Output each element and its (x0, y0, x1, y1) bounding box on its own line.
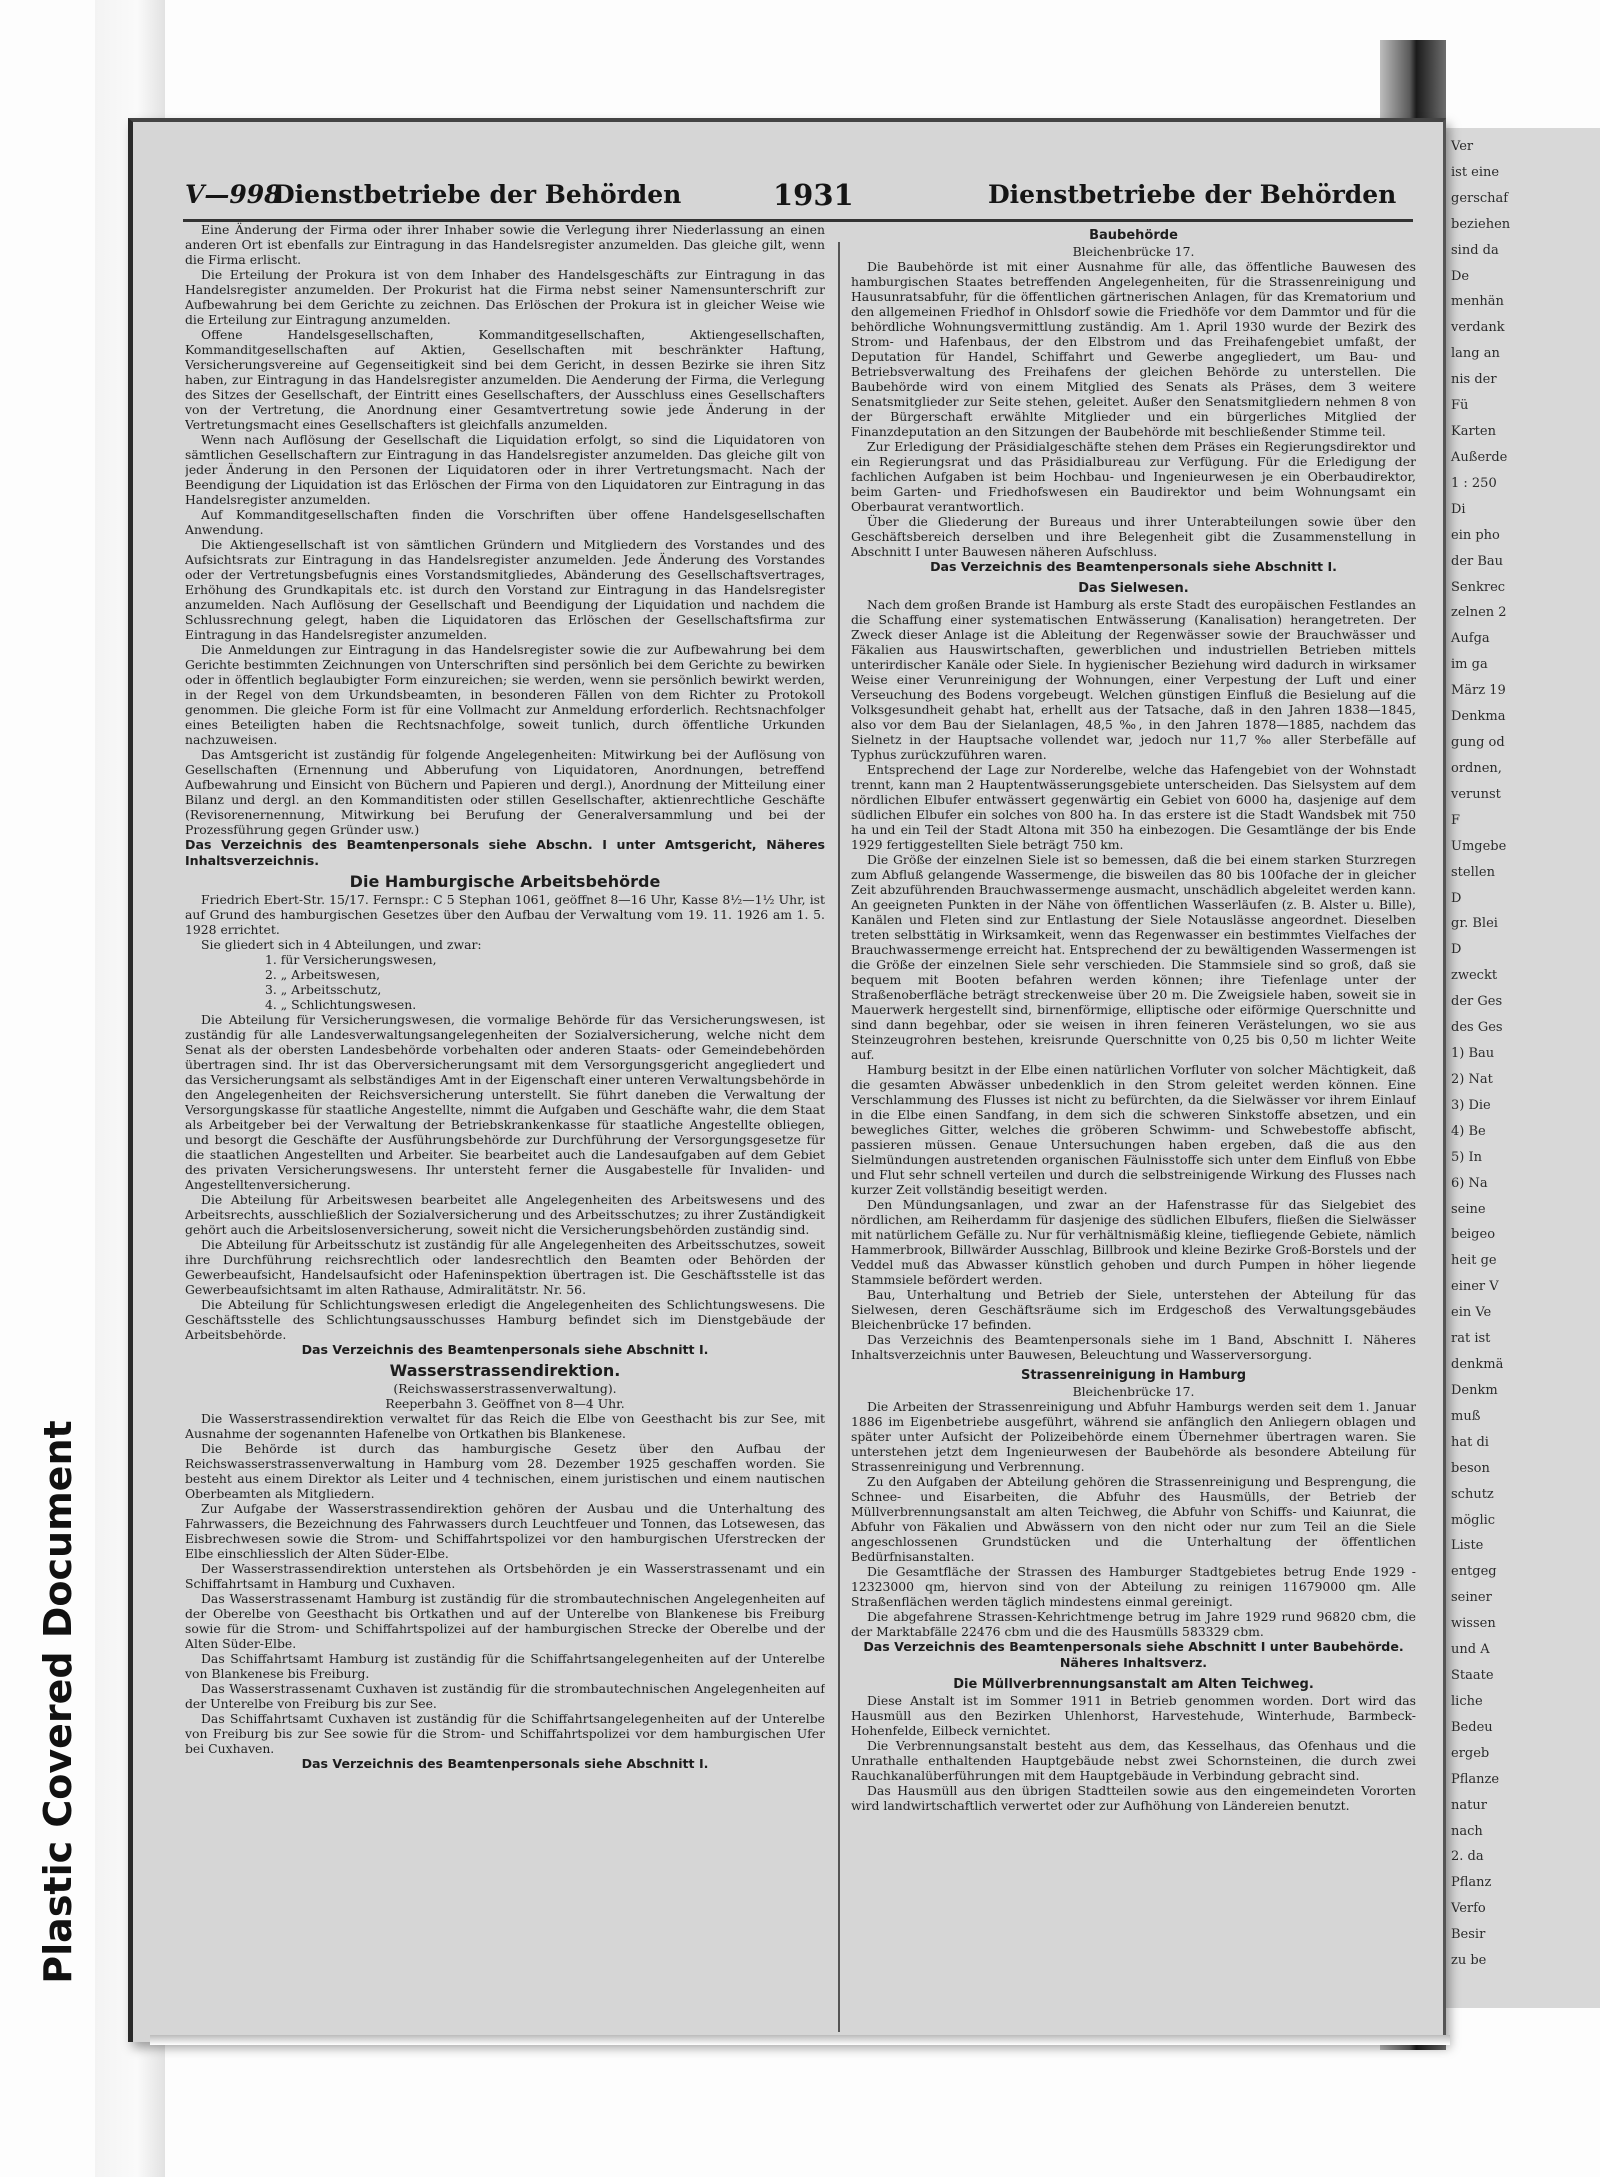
heading-wasserstrassendirektion: Wasserstrassendirektion. (389, 1361, 621, 1380)
paragraph: Die Arbeiten der Strassenreinigung und Abfuhr Hamburgs werden seit dem 1. Januar 1886 im Eigenbetriebe ausgeführt, während sie anfänglich den Anliegern oblagen und später unter Aufsicht der Polizeibehörde einem Übernehmer übertragen waren. Sie unterstehen jetzt dem Ingenieurwesen der Baubehörde als besondere Abteilung für Strassenreinigung und Verbrennung. (851, 1399, 1416, 1474)
running-title-right: Dienstbetriebe der Behörden (988, 180, 1397, 209)
paragraph: Sie gliedert sich in 4 Abteilungen, und zwar: (201, 937, 482, 952)
paragraph: Die Größe der einzelnen Siele ist so bemessen, daß die bei einem starken Sturzregen zum Abfluß gelangende Wassermenge, die bisweilen das 80 bis 100fache der in gleicher Zeit abzuführenden Brauchwassermenge ausmacht, unschädlich abgeleitet werden kann. An geeigneten Punkten in der Nähe von öffentlichen Wasserläufen (z. B. Alster u. Bille), Kanälen und Fleten sind zur Entlastung der Siele Notauslässe angeordnet. Dieselben treten selbsttätig in Wirksamkeit, wenn das Regenwasser ein bestimmtes Vielfaches der Brauchwassermenge erreicht hat. Entsprechend der zu bewältigenden Wassermengen ist die Größe der einzelnen Siele sehr verschieden. Die Stammsiele sind so groß, daß sie bequem mit Booten befahren werden können; ihre Tiefenlage unter der Straßenoberfläche beträgt streckenweise über 20 m. Die Zweigsiele haben, soweit sie in Mauerwerk hergestellt sind, birnenförmige, elliptische oder eiförmige Querschnitte und sind dann begehbar, oder sie weisen in ihren feineren Verästelungen, wo sie aus Steinzeugrohren bestehen, kreisrunde Querschnitte von 0,25 bis 0,50 m lichter Weite auf. (851, 852, 1416, 1062)
next-page-fragment: Pflanze (1451, 1771, 1500, 1787)
running-title-left: Dienstbetriebe der Behörden (273, 180, 682, 209)
next-page-fragment: Denkma (1451, 709, 1506, 725)
list-item: 4. „ Schlichtungswesen. (265, 997, 417, 1012)
paragraph: Der Wasserstrassendirektion unterstehen als Ortsbehörden je ein Wasserstrassenamt und ein Schiffahrtsamt in Hamburg und Cuxhaven. (185, 1561, 825, 1591)
next-page-fragment: des Ges (1451, 1020, 1503, 1036)
next-page-fragment: 5) In (1451, 1149, 1482, 1165)
personnel-note: Das Verzeichnis des Beamtenpersonals siehe Abschnitt I. (301, 1756, 709, 1771)
next-page-fragment: D (1451, 890, 1462, 906)
next-page-fragment: Karten (1451, 424, 1496, 440)
paragraph: Die Baubehörde ist mit einer Ausnahme für alle, das öffentliche Bauwesen des hamburgischen Staates betreffenden Angelegenheiten, für die Strassenreinigung und Hausunratsabfuhr, für die öffentlichen gärtnerischen Anlagen, für das Krematorium und den allgemeinen Friedhof in Ohlsdorf sowie die Friedhöfe vor dem Dammtor und für die behördliche Wohnungsvermittlung zuständig. Am 1. April 1930 wurde der Bezirk des Strom- und Hafenbaus, der den Elbstrom und das Freihafengebiet umfaßt, der Deputation für Handel, Schiffahrt und Gewerbe angegliedert, um Bau- und Betriebsverwaltung des Freihafens der gleichen Behörde zu unterstellen. Die Baubehörde wird von einem Mitglied des Senats als Präses, dem 3 weitere Senatsmitglieder zur Seite stehen, geleitet. Außer den Senatsmitgliedern nehmen 8 von der Bürgerschaft erwählte Mitglieder und ein bürgerliches Mitglied der Finanzdeputation an den Sitzungen der Baubehörde mit beschließender Stimme teil. (851, 259, 1416, 439)
paragraph: Die Abteilung für Schlichtungswesen erledigt die Angelegenheiten des Schlichtungswesens. Die Geschäftsstelle des Schlichtungsausschusses Hamburg befindet sich im Dienstgebäude der Arbeitsbehörde. (185, 1297, 825, 1342)
next-page-fragment: 2. da (1451, 1849, 1484, 1865)
next-page-fragment: der Ges (1451, 994, 1503, 1010)
side-label-text: Plastic Covered Document (36, 1420, 80, 1984)
next-page-fragment: hat di (1451, 1434, 1489, 1450)
right-column (851, 222, 1416, 2032)
next-page-fragment: stellen (1451, 864, 1495, 880)
next-page-fragment: Umgebe (1451, 838, 1507, 854)
paragraph: Die Abteilung für Arbeitsschutz ist zuständig für alle Angelegenheiten des Arbeitsschutzes, soweit ihre Durchführung reichsrechtlich oder landesrechtlich den Beamten oder Behörden der Gewerbeaufsicht, Handelsaufsicht oder Hafeninspektion übertragen ist. Die Geschäftsstelle ist das Gewerbeaufsichtsamt im alten Rathause, Admiralitätstr. Nr. 56. (185, 1237, 825, 1297)
next-page-fragment: lang an (1451, 346, 1500, 362)
address-line: Bleichenbrücke 17. (1072, 244, 1195, 259)
next-page-fragment: verdank (1451, 320, 1505, 336)
paragraph: Die Abteilung für Versicherungswesen, die vormalige Behörde für das Versicherungswesen, ist zuständig für alle Landesverwaltungsangelegenheiten der Sozialversicherung, welche nicht dem Senat als der obersten Landesbehörde vorbehalten oder anderen Staats- oder Gemeindebehörden übertragen sind. Ihr ist das Oberversicherungsamt mit dem Versorgungsgericht angegliedert und das Versicherungsamt als selbständiges Amt in der Eigenschaft einer unteren Verwaltungsbehörde in den Angelegenheiten der Reichsversicherung unterstellt. Sie führt daneben die Verwaltung der Versorgungskasse für staatliche Angestellte, nimmt die Aufgaben und Geschäfte wahr, die dem Staat als Arbeitgeber bei der Verwaltung der Betriebskrankenkasse für staatliche Angestellte obliegen, und besorgt die Geschäfte der Ausführungsbehörde zur Durchführung der Versorgungsgesetze für die staatlichen Angestellten und Arbeiter. Sie bearbeitet auch die Landesaufgaben auf dem Gebiet des privaten Versicherungswesens. Ihr untersteht ferner die Ausgabestelle für Invaliden- und Angestelltenversicherung. (185, 1012, 825, 1192)
paragraph: Die Erteilung der Prokura ist von dem Inhaber des Handelsgeschäfts zur Eintragung in das Handelsregister anzumelden. Der Prokurist hat die Firma nebst seiner Namensunterschrift zur Aufbewahrung bei dem Gerichte zu zeichnen. Das Erlöschen der Prokura ist in gleicher Weise wie die Erteilung zur Eintragung anzumelden. (185, 267, 825, 327)
next-page-fragment: Aufga (1451, 631, 1490, 647)
next-page-fragment: beson (1451, 1460, 1490, 1476)
column-divider (838, 242, 840, 2032)
next-page-fragment: 1 : 250 (1451, 475, 1497, 491)
next-page-fragment: 1) Bau (1451, 1046, 1495, 1062)
next-page-fragment: Bedeu (1451, 1719, 1493, 1735)
paragraph: Hamburg besitzt in der Elbe einen natürlichen Vorfluter von solcher Mächtigkeit, daß die gesamten Abwässer unbedenklich in den Strom geleitet werden können. Eine Verschlammung des Flusses ist nicht zu befürchten, da die Sielwässer vor ihrem Einlauf in die Elbe einen Sandfang, in dem sich die schweren Sinkstoffe absetzen, und ein bewegliches Gitter, welches die gröberen Schwimm- und Schwebestoffe abfischt, passieren müssen. Genaue Untersuchungen haben ergeben, daß die aus den Sielmündungen austretenden organischen Fäulnisstoffe sich unter dem Einfluß von Ebbe und Flut sehr schnell verteilen und durch die selbstreinigende Wirkung des Flusses nach kurzer Zeit vollständig beseitigt werden. (851, 1062, 1416, 1197)
next-page-fragment: gerschaf (1451, 190, 1509, 206)
heading-sielwesen: Das Sielwesen. (1078, 581, 1189, 596)
paragraph: Die Gesamtfläche der Strassen des Hamburger Stadtgebietes betrug Ende 1929 - 12323000 qm, hiervon sind von der Abteilung zu reinigen 11679000 qm. Alle Straßenflächen werden täglich mindestens einmal gereinigt. (851, 1564, 1416, 1609)
next-page-fragment: heit ge (1451, 1253, 1497, 1269)
paragraph: Über die Gliederung der Bureaus und ihrer Unterabteilungen sowie über den Geschäftsbereich derselben und ihre Belegenheit gibt die Zusammenstellung in Abschnitt I unter Bauwesen näheren Aufschluss. (851, 514, 1416, 559)
next-page-fragment: Verfo (1451, 1901, 1486, 1917)
next-page-fragment: entgeg (1451, 1564, 1497, 1580)
next-page-fragment: Fü (1451, 398, 1469, 414)
next-page-fragment: Besir (1451, 1927, 1486, 1943)
paragraph: Die Anmeldungen zur Eintragung in das Handelsregister sowie die zur Aufbewahrung bei dem Gerichte bestimmten Zeichnungen von Unterschriften sind persönlich bei dem Gerichte zu bewirken oder in öffentlich beglaubigter Form einzureichen; sie werden, wenn sie persönlich bewirkt werden, in der Regel von dem Urkundsbeamten, in besonderen Fällen von dem Richter zu Protokoll genommen. Die gleiche Form ist für eine Vollmacht zur Anmeldung erforderlich. Rechtsnachfolger eines Beteiligten haben die Rechtsnachfolge, soweit tunlich, durch öffentliche Urkunden nachzuweisen. (185, 642, 825, 747)
next-page-fragment: Liste (1451, 1538, 1484, 1554)
next-page-fragment: gr. Blei (1451, 916, 1498, 932)
address-line: Friedrich Ebert-Str. 15/17. Fernspr.: C 5 Stephan 1061, geöffnet 8—16 Uhr, Kasse 8½—1½ Uhr, ist auf Grund des hamburgischen Gesetzes über den Aufbau der Verwaltung vom 19. 11. 1926 am 1. 5. 1928 errichtet. (185, 892, 825, 937)
next-page-fragment: nach (1451, 1823, 1483, 1839)
document-page (128, 118, 1446, 2042)
next-page-fragment: ordnen, (1451, 760, 1502, 776)
list-item: 3. „ Arbeitsschutz, (265, 982, 382, 997)
left-column (185, 222, 825, 2032)
next-page-fragment: D (1451, 942, 1462, 958)
page-year: 1931 (773, 178, 854, 212)
paragraph: Zu den Aufgaben der Abteilung gehören die Strassenreinigung und Besprengung, die Schnee- und Eisarbeiten, die Abfuhr des Hausmülls, der Betrieb der Müllverbrennungsanstalt am alten Teichweg, die Abfuhr von Schiffs- und Kaiunrat, die Abfuhr von Fäkalien und Abwässern von den nicht oder nur zum Teil an die Siele angeschlossenen Grundstücken und die Unterhaltung der öffentlichen Bedürfnisanstalten. (851, 1474, 1416, 1564)
paragraph: Eine Änderung der Firma oder ihrer Inhaber sowie die Verlegung ihrer Niederlassung an einen anderen Ort ist ebenfalls zur Eintragung in das Handelsregister anzumelden. Das gleiche gilt, wenn die Firma erlischt. (185, 222, 825, 267)
personnel-note: Das Verzeichnis des Beamtenpersonals siehe Abschnitt I. (930, 559, 1337, 574)
paragraph: Den Mündungsanlagen, und zwar an der Hafenstrasse für das Sielgebiet des nördlichen, am Reiherdamm für dasjenige des südlichen Elbufers, fließen die Sielwässer mit natürlichem Gefälle zu. Nur für verhältnismäßig kleine, tiefliegende Gebiete, nämlich Hammerbrook, Billwärder Ausschlag, Billbrook und kleine Bezirke Groß-Borstels und der Veddel muß das Abwasser künstlich gehoben und durch Pumpen in höher liegende Stammsiele befördert werden. (851, 1197, 1416, 1287)
paragraph: Das Hausmüll aus den übrigen Stadtteilen sowie aus den eingemeindeten Vororten wird landwirtschaftlich verwertet oder zur Aufhöhung von Ländereien benutzt. (851, 1783, 1416, 1813)
next-page-fragment: im ga (1451, 657, 1488, 673)
next-page-fragment: der Bau (1451, 553, 1504, 569)
paragraph: Das Schiffahrtsamt Hamburg ist zuständig für die Schiffahrtsangelegenheiten auf der Unterelbe von Blankenese bis Freiburg. (185, 1651, 825, 1681)
next-page-fragment: schutz (1451, 1486, 1494, 1502)
page-header (133, 180, 1443, 220)
next-page-edge (1440, 128, 1600, 2008)
paragraph: Das Amtsgericht ist zuständig für folgende Angelegenheiten: Mitwirkung bei der Auflösung von Gesellschaften (Ernennung und Abberufung von Liquidatoren, Anordnungen, betreffend Aufbewahrung und Einsicht von Büchern und Papieren und dergl.), Anordnung der Mitteilung einer Bilanz und dergl. an den Kommanditisten oder stillen Gesellschafter, aktienrechtliche Geschäfte (Revisorenernennung, Mitwirkung bei Berufung der Generalversammlung und bei der Prozessführung gegen Gründer usw.) (185, 747, 825, 837)
next-page-fragment: liche (1451, 1693, 1483, 1709)
next-page-fragment: ein Ve (1451, 1305, 1492, 1321)
next-page-fragment: zelnen 2 (1451, 605, 1507, 621)
next-page-fragment: 6) Na (1451, 1175, 1488, 1191)
paragraph: Das Wasserstrassenamt Hamburg ist zuständig für die strombautechnischen Angelegenheiten auf der Oberelbe von Geesthacht bis Ortkathen und auf der Unterelbe von Blankenese bis Freiburg sowie für die Strom- und Schiffahrtspolizei auf der hamburgischen Strecke der Oberelbe und der Alten Süder-Elbe. (185, 1591, 825, 1651)
next-page-fragment: ergeb (1451, 1745, 1490, 1761)
next-page-fragment: beigeo (1451, 1227, 1496, 1243)
address-line: Bleichenbrücke 17. (1072, 1384, 1195, 1399)
next-page-fragment: muß (1451, 1408, 1481, 1424)
next-page-fragment: ist eine (1451, 164, 1500, 180)
paragraph: Das Wasserstrassenamt Cuxhaven ist zuständig für die strombautechnischen Angelegenheiten auf der Unterelbe von Freiburg bis zur See. (185, 1681, 825, 1711)
next-page-fragment: möglic (1451, 1512, 1496, 1528)
heading-baubehoerde: Baubehörde (1089, 228, 1178, 243)
next-page-fragment: Di (1451, 501, 1466, 517)
paragraph: Auf Kommanditgesellschaften finden die Vorschriften über offene Handelsgesellschaften Anwendung. (185, 507, 825, 537)
next-page-fragment: seine (1451, 1201, 1486, 1217)
next-page-fragment: Senkrec (1451, 579, 1506, 595)
next-page-fragment: Außerde (1451, 449, 1508, 465)
heading-strassenreinigung: Strassenreinigung in Hamburg (1020, 1368, 1247, 1383)
paragraph: Das Verzeichnis des Beamtenpersonals siehe im 1 Band, Abschnitt I. Näheres Inhaltsverzeichnis unter Bauwesen, Beleuchtung und Wasserversorgung. (851, 1332, 1416, 1362)
next-page-fragment: und A (1451, 1642, 1490, 1658)
next-page-fragment: ein pho (1451, 527, 1500, 543)
paragraph: Die Behörde ist durch das hamburgische Gesetz über den Aufbau der Reichswasserstrassenverwaltung in Hamburg vom 28. Dezember 1925 geschaffen worden. Sie besteht aus einem Direktor als Leiter und 4 technischen, einem juristischen und einem nautischen Oberbeamten als Mitgliedern. (185, 1441, 825, 1501)
address-line: Reeperbahn 3. Geöffnet von 8—4 Uhr. (385, 1396, 625, 1411)
next-page-fragment: März 19 (1451, 683, 1506, 699)
paragraph: Bau, Unterhaltung und Betrieb der Siele, unterstehen der Abteilung für das Sielwesen, deren Geschäftsräume sich im Erdgeschoß des Verwaltungsgebäudes Bleichenbrücke 17 befinden. (851, 1287, 1416, 1332)
next-page-fragment: beziehen (1451, 216, 1511, 232)
paragraph: Das Schiffahrtsamt Cuxhaven ist zuständig für die Schiffahrtsangelegenheiten auf der Unterelbe von Freiburg bis zur See sowie für die Strom- und Schiffahrtspolizei vor dem hamburgischen Ufer bei Cuxhaven. (185, 1711, 825, 1756)
paragraph: Die abgefahrene Strassen-Kehrichtmenge betrug im Jahre 1929 rund 96820 cbm, die der Marktabfälle 22476 cbm und die des Hausmülls 583329 cbm. (851, 1609, 1416, 1639)
personnel-note: Das Verzeichnis des Beamtenpersonals siehe Abschnitt I. (301, 1342, 709, 1357)
paragraph: Die Abteilung für Arbeitswesen bearbeitet alle Angelegenheiten des Arbeitswesens und des Arbeitsrechts, ausschließlich der Sozialversicherung und des Arbeitsschutzes; zu ihrer Zuständigkeit gehört auch die Arbeitslosenversicherung, soweit nicht die Versicherungsbehörden zuständig sind. (185, 1192, 825, 1237)
list-item: 2. „ Arbeitswesen, (265, 967, 381, 982)
next-page-fragment: natur (1451, 1797, 1487, 1813)
next-page-fragment: Denkm (1451, 1382, 1498, 1398)
next-page-fragment: De (1451, 268, 1470, 284)
paragraph: Offene Handelsgesellschaften, Kommanditgesellschaften, Aktiengesellschaften, Kommanditgesellschaften auf Aktien, Gesellschaften mit beschränkter Haftung, Versicherungsvereine auf Gegenseitigkeit sind bei dem Gericht, in dessen Bezirke sie ihren Sitz haben, zur Eintragung in das Handelsregister anzumelden. Die Aenderung der Firma, die Verlegung des Sitzes der Gesellschaft, der Eintritt eines Gesellschafters, der Ausschluss eines Gesellschafters von der Vertretung, die Anordnung einer Gesamtvertretung sowie jede Änderung in der Vertretungsmacht eines Gesellschafters ist gleichfalls anzumelden. (185, 327, 825, 432)
next-page-fragment: zu be (1451, 1953, 1487, 1969)
personnel-note: Das Verzeichnis des Beamtenpersonals siehe Abschnitt I unter Baubehörde. Näheres Inhaltsverz. (863, 1639, 1404, 1670)
paragraph: Nach dem großen Brande ist Hamburg als erste Stadt des europäischen Festlandes an die Schaffung einer systematischen Entwässerung (Kanalisation) herangetreten. Der Zweck dieser Anlage ist die Ableitung der Regenwässer sowie der Brauchwässer und Fäkalien aus Hauswirtschaften, gewerblichen und industriellen Betrieben mittels unterirdischer Kanäle oder Siele. In hygienischer Beziehung wird dadurch in wirksamer Weise einer Verunreinigung der Wohnungen, einer Verpestung der Luft und einer Verseuchung des Bodens vorgebeugt. Welchen günstigen Einfluß die Besielung auf die Volksgesundheit gehabt hat, erhellt aus der Tatsache, daß in den Jahren 1838—1845, also vor dem Bau der Sielanlagen, 48,5 ‰, in den Jahren 1878—1885, nachdem das Sielnetz in der Hauptsache vollendet war, jedoch nur 11,7 ‰ aller Sterbefälle auf Typhus zurückzuführen waren. (851, 597, 1416, 762)
next-page-fragment: sind da (1451, 242, 1499, 258)
department-list (185, 952, 825, 1012)
page-number: V—998 (185, 180, 282, 209)
paragraph: Wenn nach Auflösung der Gesellschaft die Liquidation erfolgt, so sind die Liquidatoren von sämtlichen Gesellschaftern zur Eintragung in das Handelsregister anzumelden. Das gleiche gilt von jeder Änderung in den Personen der Liquidatoren oder in ihrer Vertretungsmacht. Nach der Beendigung der Liquidation ist das Erlöschen der Firma von den Liquidatoren zur Eintragung in das Handelsregister anzumelden. (185, 432, 825, 507)
paragraph: Die Wasserstrassendirektion verwaltet für das Reich die Elbe von Geesthacht bis zur See, mit Ausnahme der sogenannten Hafenelbe von Ortkathen bis Blankenese. (185, 1411, 825, 1441)
next-page-fragment: verunst (1451, 786, 1501, 802)
next-page-fragment: rat ist (1451, 1331, 1491, 1347)
side-label (18, 1280, 88, 2140)
next-page-fragment: Pflanz (1451, 1875, 1492, 1891)
page-shadow (150, 2035, 1450, 2045)
paragraph: Zur Erledigung der Präsidialgeschäfte stehen dem Präses ein Regierungsdirektor und ein Regierungsrat und das Präsidialbureau zur Verfügung. Für die Erledigung der fachlichen Aufgaben ist beim Hochbau- und Ingenieurwesen je ein Oberbaudirektor, beim Garten- und Friedhofswesen ein Baudirektor und beim Wohnungsamt ein Oberbaurat verantwortlich. (851, 439, 1416, 514)
next-page-fragment: 2) Nat (1451, 1071, 1493, 1087)
paragraph: Diese Anstalt ist im Sommer 1911 in Betrieb genommen worden. Dort wird das Hausmüll aus den Bezirken Uhlenhorst, Harvestehude, Winterhude, Barmbeck-Hohenfelde, Eilbeck vernichtet. (851, 1693, 1416, 1738)
personnel-note: Das Verzeichnis des Beamtenpersonals siehe Abschn. I unter Amtsgericht, Näheres Inhaltsverzeichnis. (185, 837, 825, 868)
next-page-fragment: zweckt (1451, 968, 1498, 984)
next-page-fragment: seiner (1451, 1590, 1492, 1606)
paragraph: Entsprechend der Lage zur Norderelbe, welche das Hafengebiet von der Wohnstadt trennt, kann man 2 Hauptentwässerungsgebiete unterscheiden. Das Sielsystem auf dem nördlichen Elbufer entwässert gegenwärtig ein Gebiet von 6000 ha, dasjenige auf dem südlichen Elbufer ein solches von 800 ha. In das erstere ist die Stadt Wandsbek mit 750 ha und ein Teil der Stadt Altona mit 350 ha einbezogen. Die Gesamtlänge der bis Ende 1929 fertiggestellten Siele beträgt 750 km. (851, 762, 1416, 852)
heading-arbeitsbehoerde: Die Hamburgische Arbeitsbehörde (349, 872, 661, 891)
next-page-fragment: denkmä (1451, 1357, 1504, 1373)
next-page-fragment: einer V (1451, 1279, 1499, 1295)
list-item: 1. für Versicherungswesen, (265, 952, 437, 967)
next-page-fragment: gung od (1451, 735, 1505, 751)
next-page-fragment: Ver (1451, 139, 1474, 154)
paragraph: Die Aktiengesellschaft ist von sämtlichen Gründern und Mitgliedern des Vorstandes und des Aufsichtsrats zur Eintragung in das Handelsregister anzumelden. Jede Änderung des Vorstandes oder der Vertretungsbefugnis eines Vorstandsmitgliedes, Abänderung des Gesellschaftsvertrages, Erhöhung des Grundkapitals etc. ist durch den Vorstand zur Eintragung in das Handelsregister anzumelden. Nach Auflösung der Gesellschaft und Beendigung der Liquidation und nachdem die Schlussrechnung gelegt, haben die Liquidatoren das Erlöschen der Gesellschaftsfirma zur Eintragung in das Handelsregister anzumelden. (185, 537, 825, 642)
subheading: (Reichswasserstrassenverwaltung). (393, 1381, 617, 1396)
next-page-fragment: 4) Be (1451, 1123, 1486, 1139)
next-page-fragment: Staate (1451, 1668, 1494, 1683)
next-page-fragment: nis der (1451, 372, 1497, 388)
next-page-fragment: wissen (1451, 1616, 1496, 1632)
next-page-fragment: 3) Die (1451, 1097, 1491, 1113)
paragraph: Die Verbrennungsanstalt besteht aus dem, das Kesselhaus, das Ofenhaus und die Unrathalle enthaltenden Hauptgebäude nebst zwei Schornsteinen, die durch zwei Rauchkanalüberführungen mit dem Hauptgebäude in Verbindung gebracht sind. (851, 1738, 1416, 1783)
heading-muellverbrennung: Die Müllverbrennungsanstalt am Alten Teichweg. (953, 1677, 1314, 1692)
paragraph: Zur Aufgabe der Wasserstrassendirektion gehören der Ausbau und die Unterhaltung des Fahrwassers, die Bezeichnung des Fahrwassers durch Leuchtfeuer und Tonnen, das Lotsewesen, das Eisbrechwesen sowie die Strom- und Schiffahrtspolizei vor den hamburgischen Uferstrecken der Elbe einschliesslich der Alten Süder-Elbe. (185, 1501, 825, 1561)
next-page-fragment: F (1451, 812, 1461, 828)
next-page-fragment: menhän (1451, 294, 1504, 310)
